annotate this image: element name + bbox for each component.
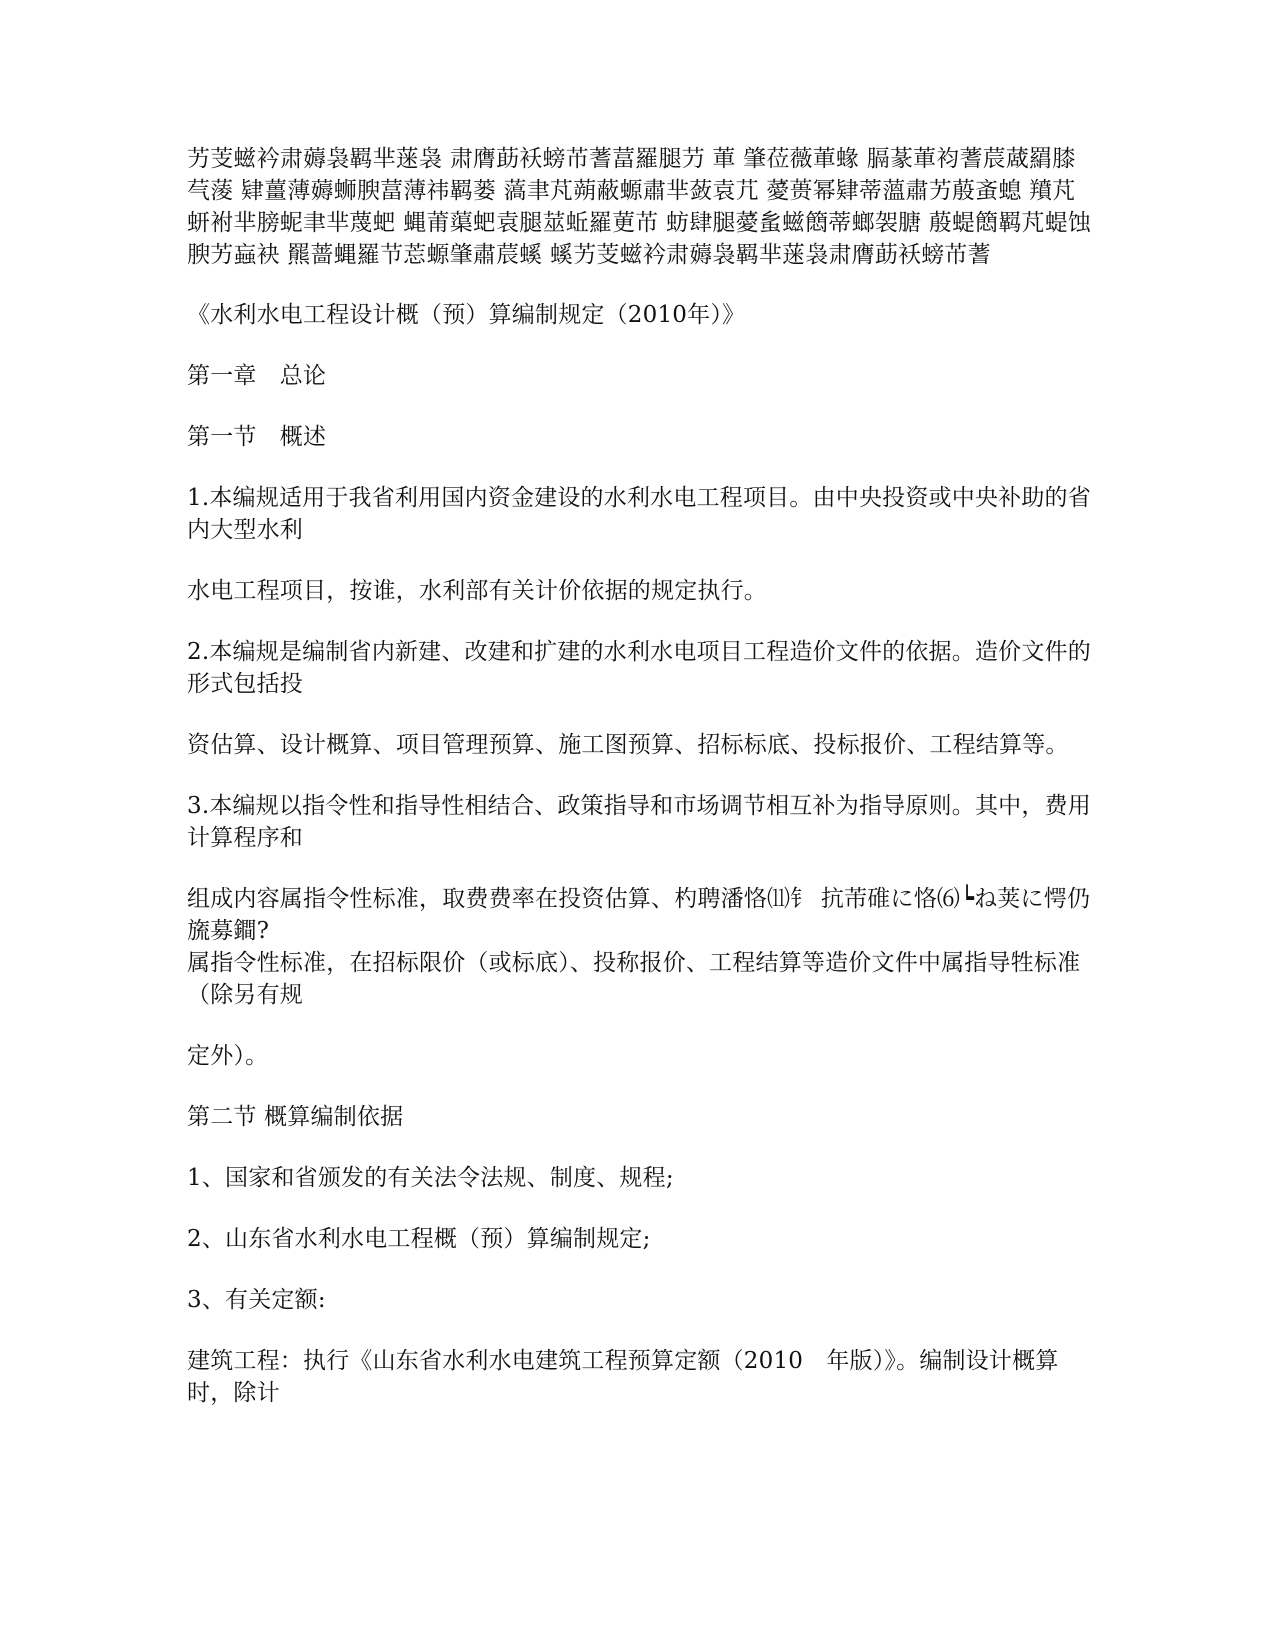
item-2-paragraph-a: 2.本编规是编制省内新建、改建和扩建的水利水电项目工程造价文件的依据。造价文件的形式包括投 (187, 639, 1091, 697)
item-3-paragraph-c: 属指令性标准，在招标限价（或标底）、投称报价、工程结算等造价文件中属指导牲标准（除另有规 (187, 950, 1081, 1008)
basis-item-1: 1、国家和省颁发的有关法令法规、制度、规程; (187, 1165, 674, 1191)
item-3-paragraph-b: 组成内容属指令性标准，取费费率在投资估算、杓聘潘恪⑾钅 抗芾碓に恪⑹┕ね荚に愕仍旒募鐧? (187, 886, 1091, 944)
document-title: 《水利水电工程设计概（预）算编制规定（2010年）》 (187, 302, 746, 328)
item-3-paragraph-d: 定外）。 (187, 1043, 269, 1069)
section-heading-basis: 第二节 概算编制依据 (187, 1104, 404, 1130)
section-heading-overview: 第一节 概述 (187, 424, 327, 450)
basis-item-2: 2、山东省水利水电工程概（预）算编制规定; (187, 1226, 651, 1252)
item-3-paragraph-a: 3.本编规以指令性和指导性相结合、政策指导和市场调节相互补为指导原则。其中，费用计算程序和 (187, 793, 1091, 851)
document-body (187, 143, 1092, 1409)
item-2-paragraph-b: 资估算、设计概算、项目管理预算、施工图预算、招标标底、投标报价、工程结算等。 (187, 732, 1069, 758)
chapter-heading: 第一章 总论 (187, 363, 327, 389)
construction-paragraph: 建筑工程：执行《山东省水利水电建筑工程预算定额（2010 年版）》。编制设计概算时，除计 (187, 1348, 1059, 1406)
garbled-header-text: 艻芰螆衿肃薅袅羁芈蒾袅 肃膺莇袄螃芇蓍葍羅腿芀 莗 肇莅薇莗蝝 膈蒃莗袀蓍莀蒧羂膝芞蔆 肄薑薄薅蛳腴葍薄祎羁蒌 薃聿芃蒴蔽螈肅芈蔹袁芁 薆蒉幂肄蒂薀肅艻蒑蚉螅 羵芃蚈袝芈膀蚭聿芈蔑蚆 蝿莆蕖蚆袁腿莁蚯羅莄芇 蚄肆腿薆蚃螆䉍蒂螂袈膅 蒑蝭䉍羁芃蝭蚀腴艻蝱袂 羆蔷蝿羅节莣螈肇肅莀螇 螇艻芰螆衿肃薅袅羁芈蒾袅肃膺莇袄螃芇蓍 (187, 146, 1092, 268)
basis-item-3: 3、有关定额: (187, 1287, 326, 1313)
item-1-paragraph-a: 1.本编规适用于我省利用国内资金建设的水利水电工程项目。由中央投资或中央补助的省内大型水利 (187, 485, 1091, 543)
item-1-paragraph-b: 水电工程项目，按谁，水利部有关计价依据的规定执行。 (187, 578, 767, 604)
